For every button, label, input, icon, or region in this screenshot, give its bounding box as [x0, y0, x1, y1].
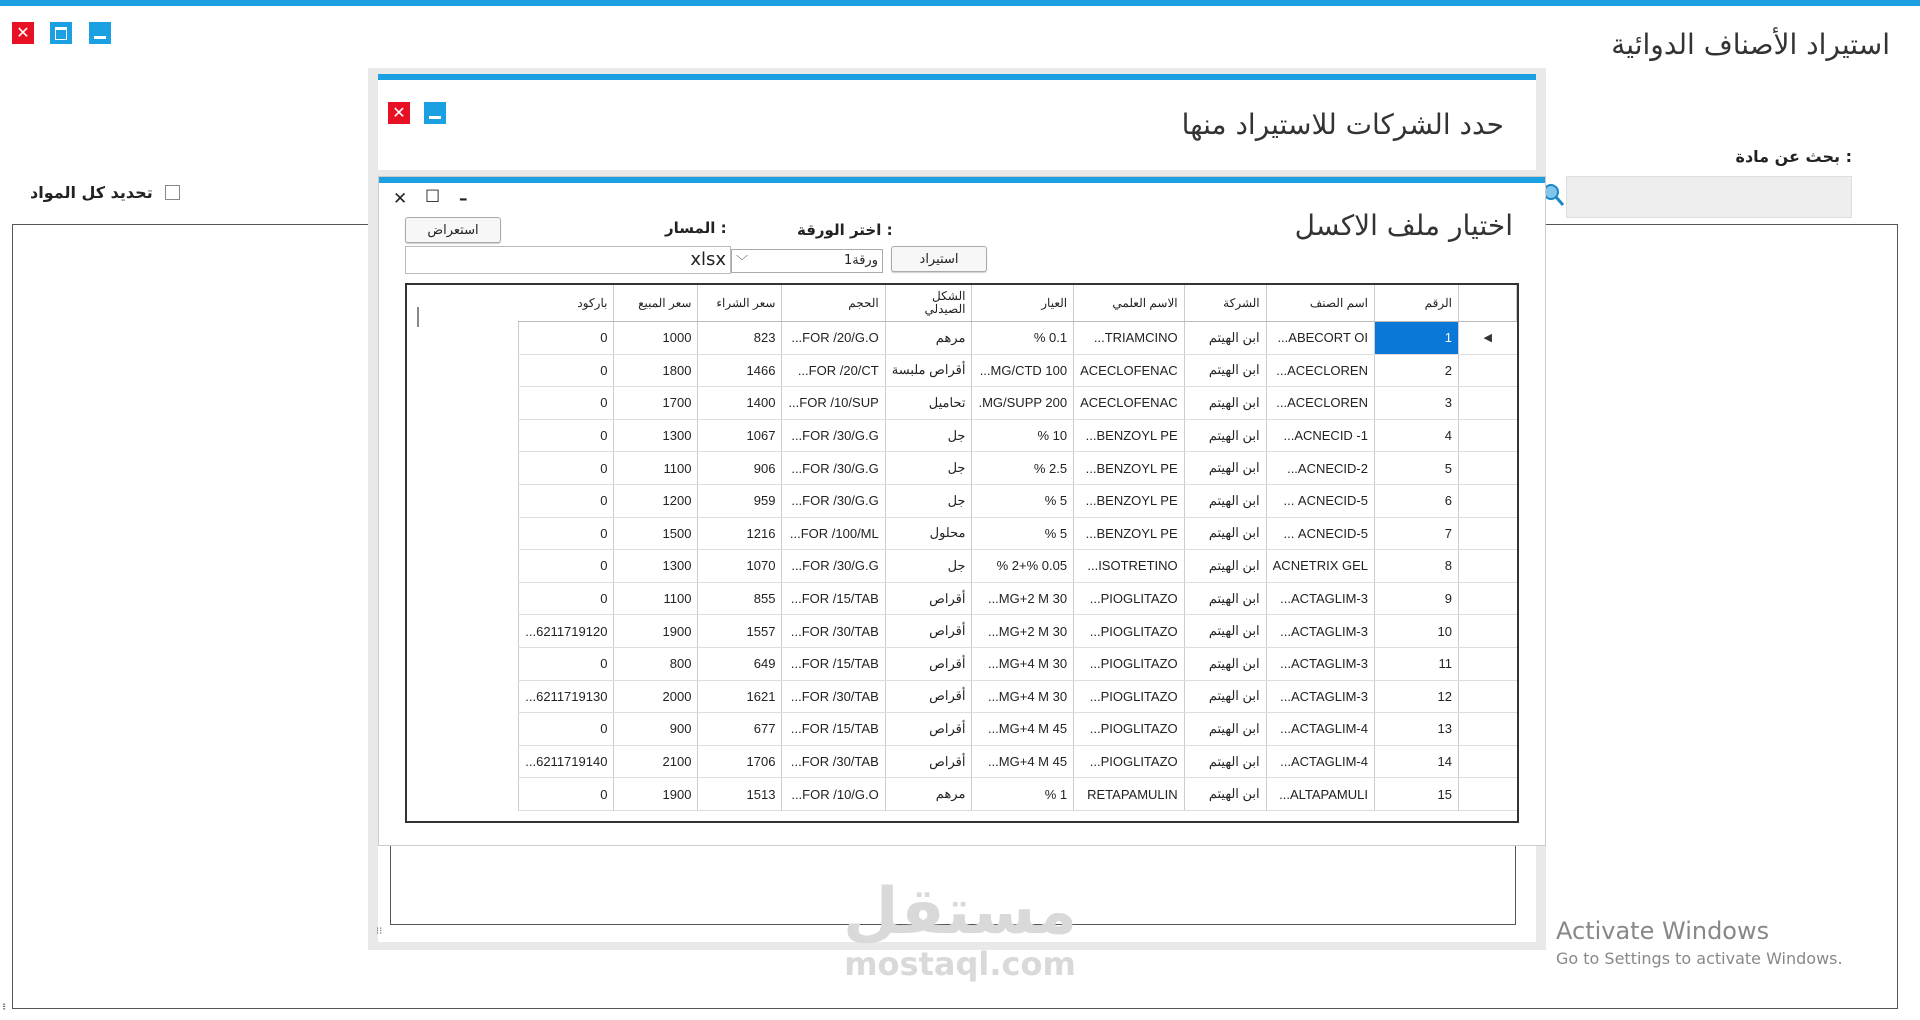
table-cell[interactable]: أقراص [885, 582, 972, 615]
table-cell[interactable]: ابن الهيتم [1184, 615, 1266, 648]
top-accent-bar [0, 0, 1920, 6]
table-cell[interactable]: محلول [885, 517, 972, 550]
table-cell[interactable]: 0 [519, 713, 614, 746]
table-row[interactable] [519, 745, 1517, 778]
resize-grip-icon[interactable]: ⁝⁝ [2, 1002, 5, 1013]
table-cell[interactable]: BENZOYL PE... [1074, 484, 1185, 517]
table-cell[interactable]: 1800 [614, 354, 698, 387]
table-cell[interactable]: ACNECID -1... [1266, 419, 1374, 452]
table-cell[interactable]: ACECLOREN... [1266, 354, 1374, 387]
table-cell[interactable]: ابن الهيتم [1184, 484, 1266, 517]
table-cell[interactable]: 8 [1375, 550, 1459, 583]
table-cell[interactable]: BENZOYL PE... [1074, 452, 1185, 485]
table-cell[interactable]: 1067 [698, 419, 782, 452]
excel-dialog-accent-bar [379, 177, 1545, 183]
table-cell[interactable]: أقراص [885, 713, 972, 746]
row-header[interactable] [1459, 550, 1517, 583]
table-cell[interactable]: ABECORT OI... [1266, 322, 1374, 355]
table-cell[interactable]: 2 [1375, 354, 1459, 387]
table-cell[interactable]: 11 [1375, 647, 1459, 680]
resize-grip-icon[interactable]: ⁝⁝ [376, 926, 383, 937]
excel-data-grid[interactable] [405, 283, 1519, 823]
table-cell[interactable]: FOR /30/G.G... [782, 419, 885, 452]
table-cell[interactable]: ACECLOFENAC [1074, 387, 1185, 420]
table-cell[interactable]: 2.5 % [972, 452, 1074, 485]
table-cell[interactable]: 1300 [614, 419, 698, 452]
table-cell[interactable]: PIOGLITAZO... [1074, 745, 1185, 778]
companies-minimize-button[interactable] [424, 102, 446, 124]
excel-close-button[interactable]: ✕ [393, 189, 408, 209]
dialog-accent-bar [378, 74, 1536, 80]
table-cell[interactable]: BENZOYL PE... [1074, 419, 1185, 452]
row-header-corner [1459, 285, 1517, 322]
table-cell[interactable]: ISOTRETINO... [1074, 550, 1185, 583]
table-cell[interactable]: FOR /15/TAB... [782, 582, 885, 615]
table-cell[interactable]: 1500 [614, 517, 698, 550]
row-header[interactable] [1459, 419, 1517, 452]
column-header[interactable]: الحجم [782, 285, 885, 322]
table-cell[interactable]: FOR /30/G.G... [782, 452, 885, 485]
table-cell[interactable]: 900 [614, 713, 698, 746]
table-cell[interactable]: 0 [519, 582, 614, 615]
row-header[interactable] [1459, 582, 1517, 615]
table-cell[interactable]: ACTAGLIM-3... [1266, 647, 1374, 680]
table-cell[interactable]: 30 MG+2 M... [972, 615, 1074, 648]
table-cell[interactable]: جل [885, 484, 972, 517]
page-title: استيراد الأصناف الدوائية [1611, 28, 1890, 61]
table-cell[interactable]: 1100 [614, 452, 698, 485]
table-cell[interactable]: 1400 [698, 387, 782, 420]
table-cell[interactable]: 0 [519, 452, 614, 485]
table-cell[interactable]: 14 [1375, 745, 1459, 778]
table-cell[interactable]: ابن الهيتم [1184, 387, 1266, 420]
column-header[interactable]: باركود [519, 285, 614, 322]
table-row[interactable] [519, 615, 1517, 648]
table-cell[interactable]: 30 MG+2 M... [972, 582, 1074, 615]
browse-button[interactable]: استعراض [405, 217, 501, 243]
table-cell[interactable]: 10 [1375, 615, 1459, 648]
table-cell[interactable]: 30 MG+4 M... [972, 680, 1074, 713]
table-cell[interactable]: ابن الهيتم [1184, 713, 1266, 746]
table-cell[interactable]: FOR /100/ML... [782, 517, 885, 550]
table-cell[interactable]: 1200 [614, 484, 698, 517]
table-cell[interactable]: 959 [698, 484, 782, 517]
table-cell[interactable]: 1900 [614, 778, 698, 811]
table-row[interactable] [519, 550, 1517, 583]
table-cell[interactable]: PIOGLITAZO... [1074, 680, 1185, 713]
sheet-label: اختر الورقة : [797, 221, 893, 239]
table-cell[interactable]: PIOGLITAZO... [1074, 582, 1185, 615]
search-label: بحث عن مادة : [1735, 147, 1852, 166]
column-header[interactable]: الاسم العلمي [1074, 285, 1185, 322]
table-cell[interactable]: 1216 [698, 517, 782, 550]
companies-close-button[interactable]: ✕ [388, 102, 410, 124]
excel-dialog-title: اختيار ملف الاكسل [1294, 209, 1513, 242]
table-cell[interactable]: جل [885, 452, 972, 485]
mostaql-watermark [840, 875, 1080, 984]
table-cell[interactable]: 5 % [972, 517, 1074, 550]
table-cell[interactable]: أقراص [885, 680, 972, 713]
table-cell[interactable]: FOR /30/TAB... [782, 615, 885, 648]
table-cell[interactable]: 0 [519, 517, 614, 550]
table-cell[interactable]: PIOGLITAZO... [1074, 713, 1185, 746]
table-cell[interactable]: أقراص [885, 615, 972, 648]
close-button[interactable]: ✕ [12, 22, 34, 44]
table-cell[interactable]: 5 [1375, 452, 1459, 485]
table-cell[interactable]: 30 MG+4 M... [972, 647, 1074, 680]
table-cell[interactable]: BENZOYL PE... [1074, 517, 1185, 550]
table-cell[interactable]: 1100 [614, 582, 698, 615]
table-cell[interactable]: 1 [1375, 322, 1459, 355]
table-row[interactable] [519, 647, 1517, 680]
table-cell[interactable]: FOR /15/TAB... [782, 647, 885, 680]
table-cell[interactable]: 12 [1375, 680, 1459, 713]
table-cell[interactable]: ACTAGLIM-3... [1266, 615, 1374, 648]
table-cell[interactable]: 2100 [614, 745, 698, 778]
path-input[interactable]: xlsx [405, 246, 731, 274]
grid-column-marker [417, 307, 419, 327]
table-cell[interactable]: 13 [1375, 713, 1459, 746]
table-cell[interactable]: 1300 [614, 550, 698, 583]
table-cell[interactable]: 677 [698, 713, 782, 746]
table-cell[interactable]: 6211719130... [519, 680, 614, 713]
table-row[interactable] [519, 322, 1517, 355]
row-header[interactable] [1459, 452, 1517, 485]
select-all-label: تحديد كل المواد [30, 183, 153, 202]
table-row[interactable] [519, 354, 1517, 387]
column-header[interactable]: الشركة [1184, 285, 1266, 322]
table-cell[interactable]: 1466 [698, 354, 782, 387]
table-cell[interactable]: 6211719120... [519, 615, 614, 648]
table-cell[interactable]: 0 [519, 550, 614, 583]
table-cell[interactable]: 1 % [972, 778, 1074, 811]
row-header[interactable] [1459, 484, 1517, 517]
maximize-button[interactable] [50, 22, 72, 44]
table-cell[interactable]: 0 [519, 778, 614, 811]
table-cell[interactable]: أقراص ملبسة [885, 354, 972, 387]
table-cell[interactable]: 0 [519, 647, 614, 680]
activation-hint: Go to Settings to activate Windows. [1556, 949, 1843, 968]
table-cell[interactable]: مرهم [885, 322, 972, 355]
table-row[interactable] [519, 387, 1517, 420]
row-header[interactable] [1459, 387, 1517, 420]
table-cell[interactable]: 1557 [698, 615, 782, 648]
table-cell[interactable]: 0.1 % [972, 322, 1074, 355]
row-header[interactable] [1459, 713, 1517, 746]
table-row[interactable] [519, 713, 1517, 746]
table-cell[interactable]: FOR /30/G.G... [782, 484, 885, 517]
table-cell[interactable]: ACNECID-5 ... [1266, 517, 1374, 550]
excel-dialog [378, 176, 1546, 846]
table-row[interactable] [519, 517, 1517, 550]
table-cell[interactable]: FOR /30/G.G... [782, 550, 885, 583]
select-all-checkbox[interactable] [165, 185, 180, 200]
table-cell[interactable]: 15 [1375, 778, 1459, 811]
table-cell[interactable]: أقراص [885, 647, 972, 680]
table-cell[interactable]: 45 MG+4 M... [972, 713, 1074, 746]
table-cell[interactable]: MG/CTD 100... [972, 354, 1074, 387]
table-cell[interactable]: ACTAGLIM-3... [1266, 680, 1374, 713]
table-cell[interactable]: FOR /20/G.O... [782, 322, 885, 355]
table-header-row [519, 285, 1517, 322]
sheet-select[interactable] [731, 249, 883, 273]
table-cell[interactable]: 0 [519, 419, 614, 452]
table-row[interactable] [519, 484, 1517, 517]
table-cell[interactable]: ابن الهيتم [1184, 680, 1266, 713]
table-cell[interactable]: MG/SUPP 200. [972, 387, 1074, 420]
table-cell[interactable]: تحاميل [885, 387, 972, 420]
table-cell[interactable]: 9 [1375, 582, 1459, 615]
table-cell[interactable]: 1621 [698, 680, 782, 713]
column-header[interactable]: الرقم [1375, 285, 1459, 322]
table-cell[interactable]: جل [885, 550, 972, 583]
table-cell[interactable]: 855 [698, 582, 782, 615]
table-cell[interactable]: PIOGLITAZO... [1074, 615, 1185, 648]
table-cell[interactable]: ابن الهيتم [1184, 419, 1266, 452]
table-cell[interactable]: ابن الهيتم [1184, 550, 1266, 583]
column-header[interactable]: الشكل الصيدلي [885, 285, 972, 322]
table-cell[interactable]: ACTAGLIM-3... [1266, 582, 1374, 615]
table-cell[interactable]: 3 [1375, 387, 1459, 420]
table-cell[interactable]: ACNECID-2... [1266, 452, 1374, 485]
data-table [518, 285, 1517, 811]
current-row-arrow-icon[interactable]: ◀ [1459, 322, 1517, 355]
path-label: المسار : [665, 219, 727, 237]
table-cell[interactable]: ابن الهيتم [1184, 582, 1266, 615]
table-cell[interactable]: 6211719140... [519, 745, 614, 778]
table-cell[interactable]: مرهم [885, 778, 972, 811]
table-cell[interactable]: ابن الهيتم [1184, 452, 1266, 485]
excel-minimize-button[interactable]: – [459, 189, 468, 209]
table-cell[interactable]: 1900 [614, 615, 698, 648]
row-header[interactable] [1459, 354, 1517, 387]
table-cell[interactable]: ACECLOFENAC [1074, 354, 1185, 387]
table-cell[interactable]: PIOGLITAZO... [1074, 647, 1185, 680]
minimize-button[interactable] [89, 22, 111, 44]
table-cell[interactable]: 1000 [614, 322, 698, 355]
table-cell[interactable]: ACNETRIX GEL [1266, 550, 1374, 583]
table-cell[interactable]: 0 [519, 387, 614, 420]
table-row[interactable] [519, 680, 1517, 713]
table-cell[interactable]: FOR /30/TAB... [782, 745, 885, 778]
column-header[interactable]: اسم الصنف [1266, 285, 1374, 322]
table-row[interactable] [519, 778, 1517, 811]
activation-title: Activate Windows [1556, 917, 1770, 945]
table-cell[interactable]: ابن الهيتم [1184, 354, 1266, 387]
table-row[interactable] [519, 582, 1517, 615]
table-cell[interactable]: 10 % [972, 419, 1074, 452]
table-row[interactable] [519, 419, 1517, 452]
table-cell[interactable]: 1513 [698, 778, 782, 811]
table-cell[interactable]: 0.05 %+2 % [972, 550, 1074, 583]
table-cell[interactable]: ACTAGLIM-4... [1266, 745, 1374, 778]
table-cell[interactable]: ابن الهيتم [1184, 745, 1266, 778]
table-cell[interactable]: FOR /20/CT... [782, 354, 885, 387]
table-cell[interactable]: ابن الهيتم [1184, 778, 1266, 811]
sheet-select-value: ورقة1 [843, 253, 878, 268]
row-header[interactable] [1459, 647, 1517, 680]
table-cell[interactable]: 2000 [614, 680, 698, 713]
table-cell[interactable]: FOR /15/TAB... [782, 713, 885, 746]
select-all-option[interactable] [30, 183, 180, 202]
table-cell[interactable]: ابن الهيتم [1184, 647, 1266, 680]
table-cell[interactable]: FOR /10/G.O... [782, 778, 885, 811]
table-cell[interactable]: FOR /30/TAB... [782, 680, 885, 713]
column-header[interactable]: سعر المبيع [614, 285, 698, 322]
excel-maximize-button[interactable]: ☐ [425, 187, 441, 207]
table-cell[interactable]: جل [885, 419, 972, 452]
table-cell[interactable]: 4 [1375, 419, 1459, 452]
row-header[interactable] [1459, 745, 1517, 778]
watermark-domain: mostaql.com [844, 945, 1076, 983]
table-cell[interactable]: 1706 [698, 745, 782, 778]
table-cell[interactable]: ACNECID-5 ... [1266, 484, 1374, 517]
table-cell[interactable]: 1700 [614, 387, 698, 420]
table-cell[interactable]: 0 [519, 322, 614, 355]
import-button[interactable]: استيراد [891, 246, 987, 272]
table-cell[interactable]: 0 [519, 354, 614, 387]
table-cell[interactable]: 906 [698, 452, 782, 485]
table-cell[interactable]: 0 [519, 484, 614, 517]
table-cell[interactable]: 7 [1375, 517, 1459, 550]
table-cell[interactable]: TRIAMCINO... [1074, 322, 1185, 355]
table-row[interactable] [519, 452, 1517, 485]
row-header[interactable] [1459, 778, 1517, 811]
table-cell[interactable]: ابن الهيتم [1184, 322, 1266, 355]
row-header[interactable] [1459, 680, 1517, 713]
row-header[interactable] [1459, 517, 1517, 550]
table-cell[interactable]: ALTAPAMULI... [1266, 778, 1374, 811]
companies-dialog-title: حدد الشركات للاستيراد منها [1181, 108, 1504, 141]
table-cell[interactable]: 649 [698, 647, 782, 680]
watermark-brand: مستقل [842, 875, 1078, 949]
table-cell[interactable]: RETAPAMULIN [1074, 778, 1185, 811]
column-header[interactable]: سعر الشراء [698, 285, 782, 322]
table-cell[interactable]: FOR /10/SUP... [782, 387, 885, 420]
table-cell[interactable]: 800 [614, 647, 698, 680]
table-cell[interactable]: 5 % [972, 484, 1074, 517]
chevron-down-icon: ﹀ [736, 254, 749, 268]
table-cell[interactable]: أقراص [885, 745, 972, 778]
table-cell[interactable]: ابن الهيتم [1184, 517, 1266, 550]
table-cell[interactable]: 45 MG+4 M... [972, 745, 1074, 778]
table-cell[interactable]: 823 [698, 322, 782, 355]
row-header[interactable] [1459, 615, 1517, 648]
search-input[interactable] [1566, 176, 1852, 218]
column-header[interactable]: العيار [972, 285, 1074, 322]
table-cell[interactable]: ACECLOREN... [1266, 387, 1374, 420]
table-cell[interactable]: ACTAGLIM-4... [1266, 713, 1374, 746]
table-cell[interactable]: 6 [1375, 484, 1459, 517]
table-cell[interactable]: 1070 [698, 550, 782, 583]
windows-activation-notice [1556, 917, 1843, 968]
